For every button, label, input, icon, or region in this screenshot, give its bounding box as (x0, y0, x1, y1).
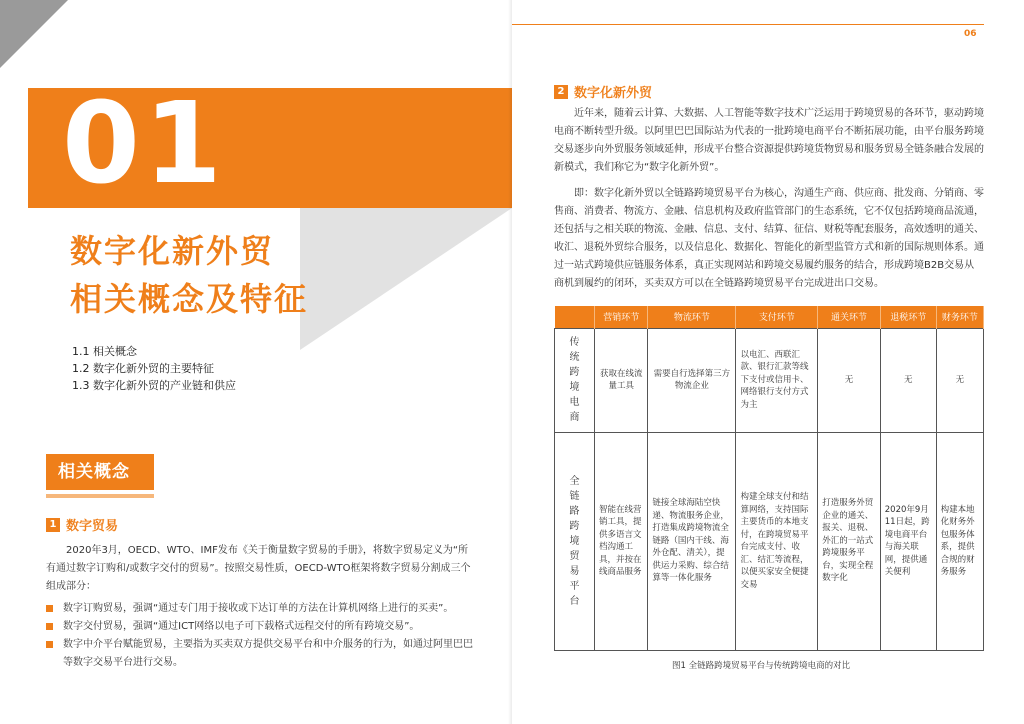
square-bullet-icon (46, 641, 53, 648)
table-cell: 链接全球海陆空快递、物流服务企业，打造集成跨境物流全链路（国内干线、海外仓配、清关），提供运力采购、综合结算等一体化服务 (648, 432, 736, 650)
table-header-cell: 营销环节 (595, 306, 648, 328)
chapter-title-line2: 相关概念及特征 (70, 280, 309, 318)
triangle-decoration (300, 208, 512, 350)
section-label-text: 相关概念 (58, 462, 130, 482)
right-page (512, 0, 1024, 724)
bullet-text: 数字中介平台赋能贸易，主要指为买卖双方提供交易平台和中介服务的行为，如通过阿里巴巴等数字交易平台进行交易。 (63, 639, 473, 668)
bullet-list (46, 600, 476, 672)
row-label-char: 链 (569, 490, 580, 502)
table-row (555, 328, 984, 432)
table-cell: 打造服务外贸企业的通关、报关、退税、外汇的一站式跨境服务平台，实现全程数字化 (818, 432, 881, 650)
table-cell: 以电汇、西联汇款、银行汇款等线下支付或信用卡、网络银行支付方式为主 (736, 328, 818, 432)
bullet-text: 数字交付贸易，强调“通过ICT网络以电子可下载格式远程交付的所有跨境交易”。 (63, 621, 420, 632)
row-label-char: 平 (569, 580, 580, 592)
row-label-char: 跨 (569, 367, 580, 378)
table-header-cell: 支付环节 (736, 306, 818, 328)
subsection-title: 数字化新外贸 (574, 86, 653, 101)
subsection-number: 1 (46, 518, 60, 532)
list-item (46, 636, 476, 672)
subsection-heading (554, 82, 652, 101)
table-header-cell (555, 306, 595, 328)
row-label-char: 电 (569, 397, 580, 408)
toc-item[interactable]: 1.2 数字化新外贸的主要特征 (72, 362, 214, 375)
section-stripe (46, 494, 154, 498)
section-label (46, 454, 154, 490)
subsection-title: 数字贸易 (66, 519, 119, 534)
row-label (555, 432, 595, 650)
table-cell: 无 (936, 328, 983, 432)
paragraph: 2020年3月，OECD、WTO、IMF发布《关于衡量数字贸易的手册》，将数字贸易定义为“所有通过数字订购和/或数字交付的贸易”。按照交易性质，OECD-WTO框架将数字贸易分割成三个组成部分： (46, 545, 471, 592)
table-cell: 构建本地化财务外包服务体系，提供合规的财务服务 (936, 432, 983, 650)
toc-item[interactable]: 1.1 相关概念 (72, 345, 137, 358)
row-label (555, 328, 595, 432)
paragraph: 即：数字化新外贸以全链路跨境贸易平台为核心，沟通生产商、供应商、批发商、分销商、零售商、消费者、物流方、金融、信息机构及政府监管部门的生态系统，它不仅包括跨境商品流通，还包括与之相关联的物流、金融、信息、支付、结算、征信、财税等配套服务，高效透明的通关、收汇、退税外贸综合服务，以及信息化、数据化、智能化的新型监管方式和新的国际规则体系。通过一站式跨境供应链服务体系，真正实现网站和跨境交易履约服务的结合，形成跨境B2B交易从商机到履约的闭环，买卖双方可以在全链路跨境贸易平台完成进出口交易。 (554, 188, 984, 289)
row-label-char: 路 (569, 505, 580, 517)
paragraph: 近年来，随着云计算、大数据、人工智能等数字技术广泛运用于跨境贸易的各环节，驱动跨境电商不断转型升级。以阿里巴巴国际站为代表的一批跨境电商平台不断拓展功能，由平台服务跨境交易逐步向外贸服务领域延伸，形成平台整合资源提供跨境货物贸易和服务贸易全链条融合发展的新模式，我们称它为“数字化新外贸”。 (554, 108, 984, 173)
table-cell: 获取在线流量工具 (595, 328, 648, 432)
table-of-contents (72, 343, 236, 394)
subsection-heading (46, 515, 118, 534)
row-label-char: 易 (569, 565, 580, 577)
row-label-char: 统 (569, 352, 580, 363)
row-label-char: 贸 (569, 550, 580, 562)
page-number: 06 (964, 29, 977, 39)
body-text (46, 542, 476, 672)
row-label-char: 境 (569, 535, 580, 547)
table-row (555, 432, 984, 650)
bullet-text: 数字订购贸易，强调“通过专门用于接收或下达订单的方法在计算机网络上进行的买卖”。 (63, 603, 454, 614)
table-cell: 构建全球支付和结算网络，支持国际主要货币的本地支付，在跨境贸易平台完成支付、收汇、结汇等流程，以便买家安全便捷交易 (736, 432, 818, 650)
table-cell: 智能在线营销工具，提供多语言文档沟通工具，并按在线商品服务 (595, 432, 648, 650)
table-cell: 无 (818, 328, 881, 432)
table-cell: 需要自行选择第三方物流企业 (648, 328, 736, 432)
table-caption: 图1 全链路跨境贸易平台与传统跨境电商的对比 (672, 661, 851, 671)
square-bullet-icon (46, 605, 53, 612)
toc-item[interactable]: 1.3 数字化新外贸的产业链和供应 (72, 379, 236, 392)
row-label-char: 全 (569, 475, 580, 487)
table-header-cell: 通关环节 (818, 306, 881, 328)
list-item (46, 600, 476, 618)
row-label-char: 台 (569, 595, 580, 607)
table-cell: 无 (880, 328, 936, 432)
table-header-cell: 物流环节 (648, 306, 736, 328)
corner-decoration (0, 0, 68, 68)
comparison-table (554, 306, 984, 651)
table-header-cell: 财务环节 (936, 306, 983, 328)
row-label-char: 商 (569, 412, 580, 423)
row-label-char: 传 (569, 337, 580, 348)
chapter-title-line1: 数字化新外贸 (70, 232, 275, 270)
chapter-number: 01 (62, 79, 226, 209)
table-header-row (555, 306, 984, 328)
list-item (46, 618, 476, 636)
table-header-cell: 退税环节 (880, 306, 936, 328)
header-rule (512, 24, 984, 25)
square-bullet-icon (46, 623, 53, 630)
table-cell: 2020年9月11日起，跨境电商平台与海关联网，提供通关便利 (880, 432, 936, 650)
row-label-char: 跨 (569, 520, 580, 532)
row-label-char: 境 (569, 382, 580, 393)
body-text (554, 105, 984, 301)
subsection-number: 2 (554, 85, 568, 99)
